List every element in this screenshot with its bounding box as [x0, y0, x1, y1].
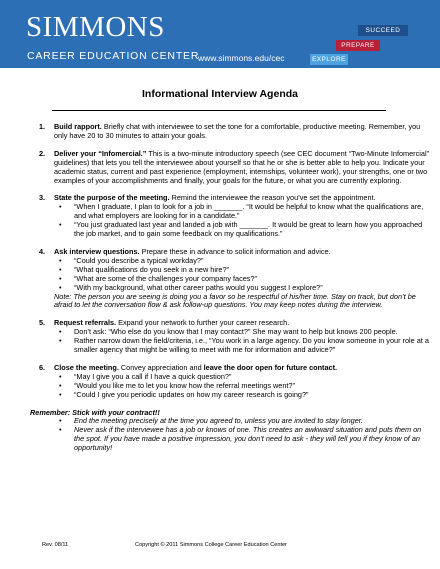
bullet-item: • “Could you describe a typical workday?”	[54, 257, 430, 266]
item-text: Briefly chat with interviewee to set the tone for a comfortable, productive meeting. Remember, you only have 20 to 30 minutes to attain your goals.	[54, 122, 421, 140]
item-text: This is a two-minute introductory speech (see CEC document “Two-Minute Infomercial” guidelines) that lets you tell the interviewee about yourself so that he or she is better able to help you. Indicate your academic status, current and past experience (employment, internships, volunteer work), your strengths, one or two examples of your accomplishments and finally, your goals for the future, or what you are currently exploring.	[54, 148, 429, 185]
remember-section	[30, 409, 430, 454]
bullet-item: • “What are some of the challenges your company faces?”	[54, 275, 430, 284]
step-succeed: SUCCEED	[358, 25, 408, 36]
agenda-item-6	[30, 364, 430, 400]
item-lead-secondary: leave the door open for future contact.	[203, 362, 338, 372]
item-lead: Close the meeting.	[54, 362, 119, 372]
bullet-item: • Never ask if the interviewee has a job or knows of one. This creates an awkward situation and puts them on the spot. If you have made a positive impression, you don’t need to ask - they will tell you if they know of an opportunity!	[54, 426, 430, 453]
bullet-item: • “With my background, what other career paths would you suggest I explore?”	[54, 284, 430, 293]
agenda-item-3	[30, 194, 430, 239]
item-note: Note: The person you are seeing is doing you a favor so be respectful of his/her time. Stay on track, but don’t be afraid to let the conversation flow & ask follow-up questions. You may keep notes during the interview.	[54, 291, 416, 310]
item-lead: State the purpose of the meeting.	[54, 193, 170, 203]
item-number: 5.	[39, 318, 46, 328]
agenda-item-1	[30, 123, 430, 141]
item-text: Prepare these in advance to solicit information and advice.	[139, 246, 331, 256]
item-number: 6.	[39, 362, 46, 372]
bullet-item: • “When I graduate, I plan to look for a job in _______. “It would be helpful to know what the qualifications are, and what employers are looking for in a candidate.”	[54, 203, 430, 221]
agenda-content	[30, 123, 430, 453]
brand-logo-text: SIMMONS	[26, 11, 165, 43]
item-text: Convey appreciation and	[118, 362, 204, 372]
revision-label: Rev. 08/11	[42, 542, 69, 548]
bullet-item: • Rather narrow down the field/criteria, i.e., “You work in a large agency. Do you know someone in your role at a smaller agency that might be willing to meet with me for information and advice?”	[54, 337, 430, 355]
title-divider	[52, 110, 386, 111]
bullet-item: • “You just graduated last year and landed a job with _______. It would be great to learn how you approached the job market, and to gain some feedback on my qualifications.”	[54, 221, 430, 239]
step-explore: EXPLORE	[310, 54, 348, 65]
bullet-item: • End the meeting precisely at the time you agreed to, unless you are invited to stay longer.	[54, 417, 430, 426]
item-lead: Build rapport.	[54, 122, 102, 131]
step-prepare: PREPARE	[336, 40, 380, 51]
brand-subtitle: CAREER EDUCATION CENTER	[27, 50, 200, 62]
bullet-item: • “What qualifications do you seek in a new hire?”	[54, 266, 430, 275]
remember-title: Remember: Stick with your contract!!	[30, 407, 160, 417]
header-banner	[0, 0, 440, 68]
website-url: www.simmons.edu/cec	[198, 53, 285, 63]
agenda-item-4	[30, 248, 430, 310]
document-title: Informational Interview Agenda	[142, 88, 298, 100]
agenda-item-2	[30, 150, 430, 186]
bullet-item: • “May I give you a call if I have a quick question?”	[54, 373, 430, 382]
item-text: Expand your network to further your career research.	[116, 318, 290, 328]
item-lead: Ask interview questions.	[54, 246, 140, 256]
bullet-item: • Don’t ask: “Who else do you know that I may contact?” She may want to help but knows 200 people.	[54, 328, 430, 337]
item-text: Remind the interviewee the reason you’ve set the appointment.	[169, 193, 376, 203]
item-number: 3.	[39, 193, 46, 203]
copyright-notice: Copyright © 2011 Simmons College Career Education Center	[135, 542, 288, 548]
item-lead: Request referrals.	[54, 318, 117, 328]
item-lead: Deliver your “Infomercial.”	[54, 148, 147, 158]
bullet-item: • “Could I give you periodic updates on how my career research is going?”	[54, 391, 430, 400]
item-number: 4.	[39, 246, 46, 256]
bullet-item: • “Would you like me to let you know how the referral meetings went?”	[54, 382, 430, 391]
agenda-item-5	[30, 319, 430, 355]
item-number: 1.	[39, 122, 46, 131]
item-number: 2.	[39, 148, 46, 158]
